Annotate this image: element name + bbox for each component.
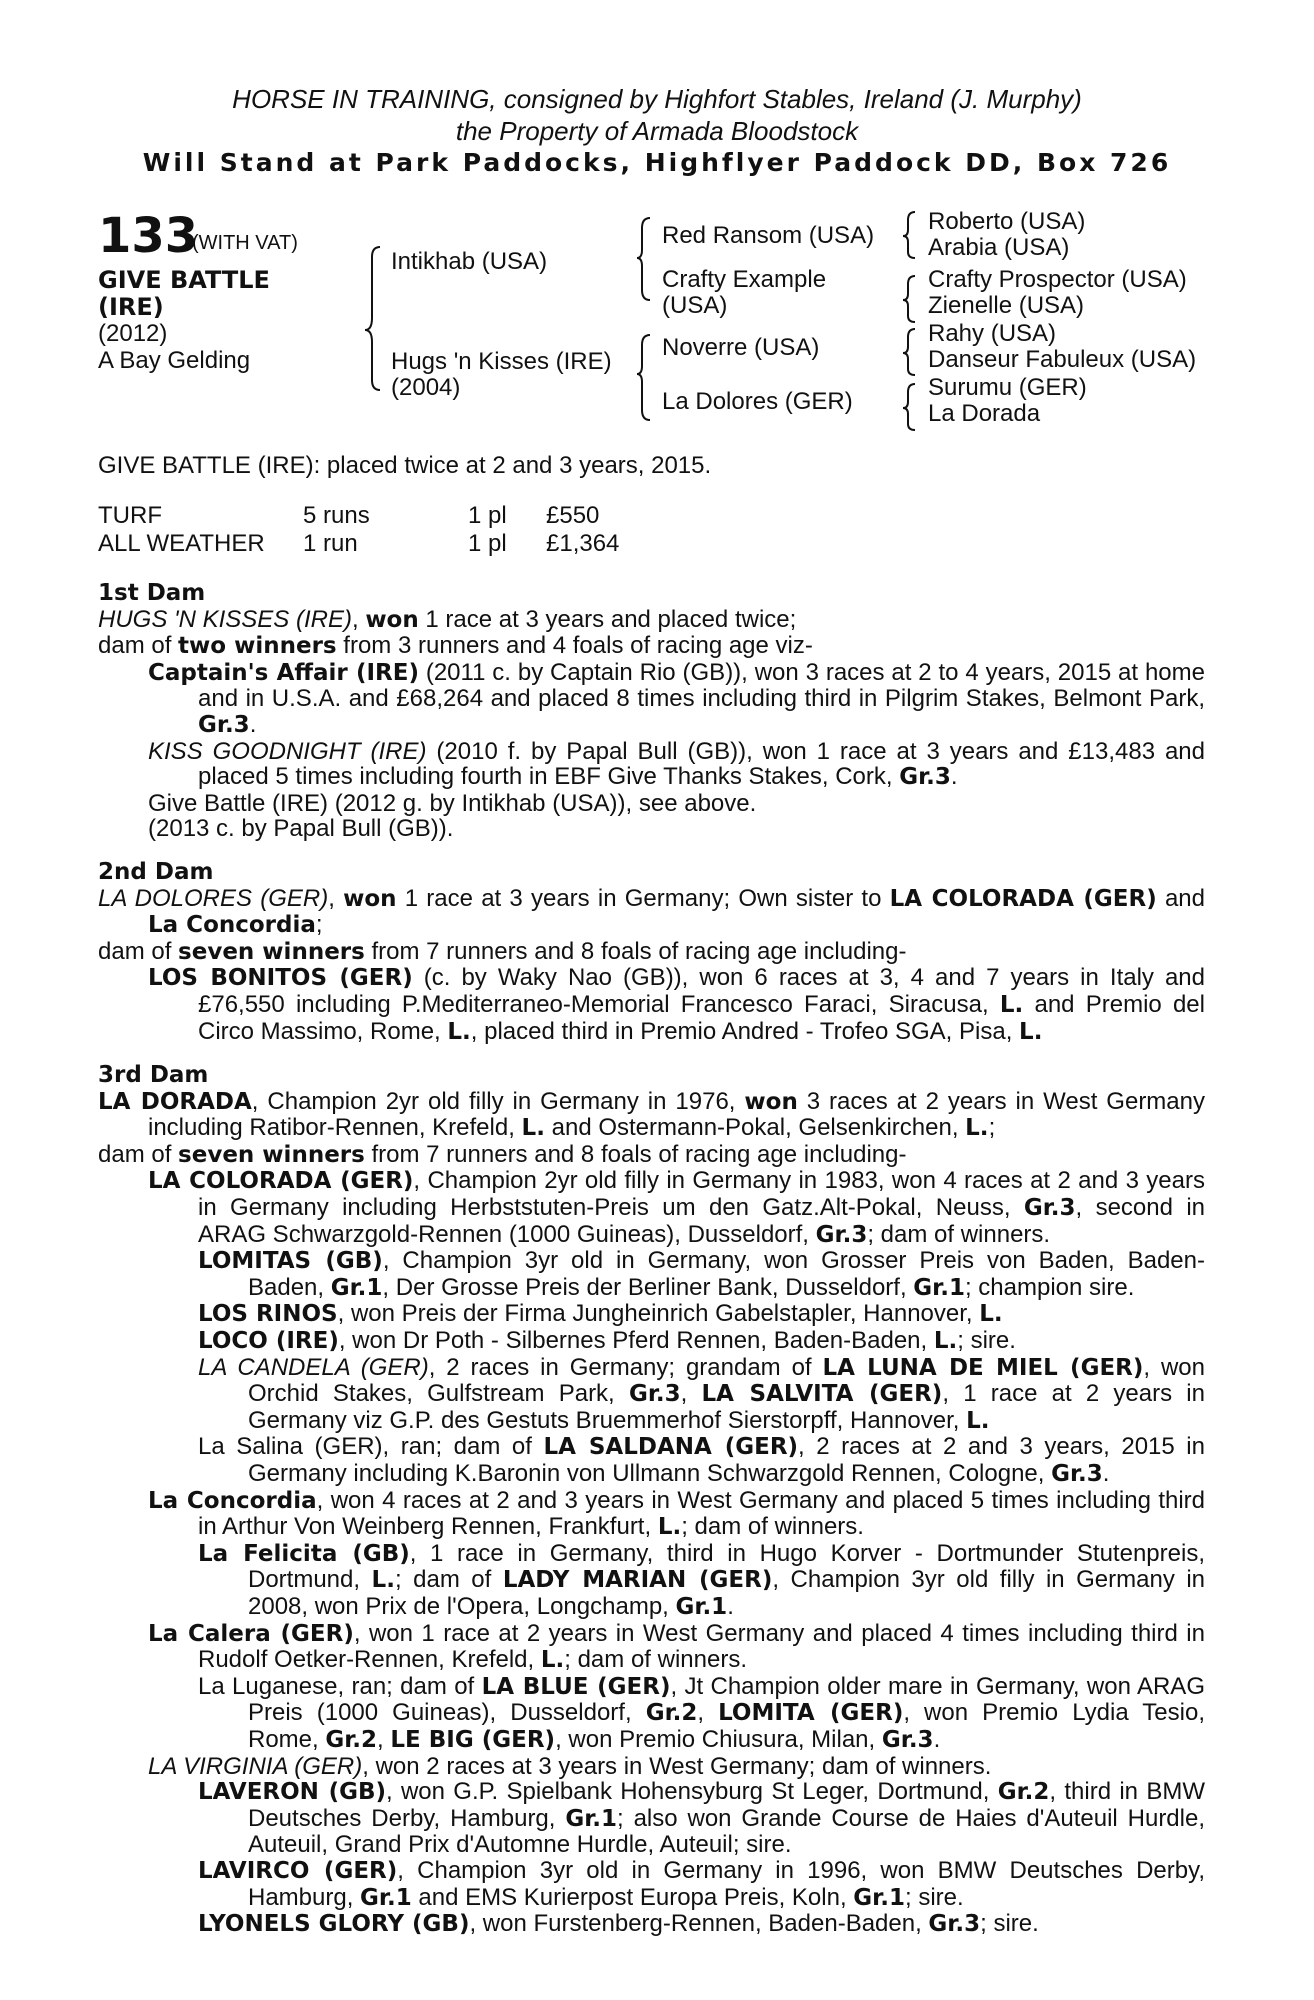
second-dam-heading: 2nd Dam (98, 858, 214, 885)
pedigree-braces (0, 0, 1314, 460)
produce-entry: LYONELS GLORY (GB), won Furstenberg-Rennen, Baden-Baden, Gr.3; sire. (198, 1910, 1039, 1938)
produce-entry: LAVERON (GB), won G.P. Spielbank Hohensyburg St Leger, Dortmund, Gr.2, third in BMW Deutsches Derby, Hamburg, Gr.1; also won Grande Course de Haies d'Auteuil Hurdle, Auteuil, Grand Prix d'Automne Hurdle, Auteuil; sire. (198, 1778, 1205, 1859)
sire-dam-country: (USA) (662, 292, 728, 319)
foaling-year: (2012) (98, 320, 168, 347)
third-dam-line: LA DORADA, Champion 2yr old filly in Germany in 1976, won 3 races at 2 years in West Germany including Ratibor-Rennen, Krefeld, L. and Ostermann-Pokal, Gelsenkirchen, L.; (98, 1087, 1205, 1142)
surface-cell: TURF (98, 502, 162, 529)
gen3-dss: Rahy (USA) (928, 320, 1057, 347)
first-dam-produce-line: dam of two winners from 3 runners and 4 foals of racing age viz- (98, 632, 813, 660)
produce-entry: La Felicita (GB), 1 race in Germany, third in Hugo Korver - Dortmunder Stutenpreis, Dortmund, L.; dam of LADY MARIAN (GER), Champion 3yr old filly in Germany in 2008, won Prix de l'Opera, Longchamp, Gr.1. (198, 1539, 1206, 1620)
first-dam-heading: 1st Dam (98, 580, 206, 606)
lot-number: 133 (98, 208, 199, 264)
produce-record (98, 581, 1205, 1938)
produce-entry: La Concordia, won 4 races at 2 and 3 years in West Germany and placed 5 times including third in Arthur Von Weinberg Rennen, Frankfurt, L.; dam of winners. (148, 1486, 1206, 1541)
dam-sire: Noverre (USA) (662, 334, 820, 361)
gen3-sds: Crafty Prospector (USA) (928, 266, 1187, 293)
second-dam-produce-line: dam of seven winners from 7 runners and 8 foals of racing age including- (98, 937, 907, 965)
race-summary: GIVE BATTLE (IRE): placed twice at 2 and 3 years, 2015. (98, 452, 712, 479)
horse-description: A Bay Gelding (98, 347, 251, 374)
sire: Intikhab (USA) (391, 248, 548, 275)
runs-cell: 5 runs (303, 502, 370, 529)
gen3-dsd: Danseur Fabuleux (USA) (928, 346, 1197, 373)
produce-entry: La Calera (GER), won 1 race at 2 years in West Germany and placed 4 times including third in Rudolf Oetker-Rennen, Krefeld, L.; dam of winners. (148, 1619, 1205, 1674)
produce-entry: LOMITAS (GB), Champion 3yr old in Germany, won Grosser Preis von Baden, Baden-Baden, Gr.1, Der Grosse Preis der Berliner Bank, Dusseldorf, Gr.1; champion sire. (198, 1247, 1205, 1301)
horse-name: GIVE BATTLE (98, 266, 270, 294)
dam-dam: La Dolores (GER) (662, 388, 853, 415)
third-dam-produce-line: dam of seven winners from 7 runners and 8 foals of racing age including- (98, 1140, 907, 1168)
horse-country: (IRE) (98, 293, 164, 321)
produce-entry: La Salina (GER), ran; dam of LA SALDANA (GER), 2 races at 2 and 3 years, 2015 in Germany including K.Baronin von Ullmann Schwarzgold Rennen, Cologne, Gr.3. (198, 1433, 1205, 1487)
sire-sire: Red Ransom (USA) (662, 222, 875, 249)
sire-dam: Crafty Example (662, 266, 827, 293)
gen3-ddd: La Dorada (928, 400, 1041, 427)
produce-entry: KISS GOODNIGHT (IRE) (2010 f. by Papal Bull (GB)), won 1 race at 3 years and £13,483 and placed 5 times including fourth in EBF Give Thanks Stakes, Cork, Gr.3. (148, 737, 1205, 791)
gen3-sss: Roberto (USA) (928, 208, 1086, 235)
consignor-line: HORSE IN TRAINING, consigned by Highfort Stables, Ireland (J. Murphy) (232, 84, 1082, 114)
produce-entry: LAVIRCO (GER), Champion 3yr old in Germany in 1996, won BMW Deutsches Derby, Hamburg, Gr.1 and EMS Kurierpost Europa Preis, Koln, Gr.1; sire. (198, 1856, 1205, 1911)
produce-entry: Captain's Affair (IRE) (2011 c. by Captain Rio (GB)), won 3 races at 2 to 4 years, 2015 at home and in U.S.A. and £68,264 and placed 8 times including third in Pilgrim Stakes, Belmont Park, Gr.3. (148, 658, 1205, 738)
first-dam-line: HUGS 'N KISSES (IRE), won 1 race at 3 years and placed twice; (98, 605, 797, 633)
owner-line: the Property of Armada Bloodstock (455, 116, 859, 146)
runs-cell: 1 run (303, 530, 358, 557)
gen3-ssd: Arabia (USA) (928, 234, 1070, 261)
table-row (98, 530, 619, 558)
produce-entry: LA CANDELA (GER), 2 races in Germany; grandam of LA LUNA DE MIEL (GER), won Orchid Stakes, Gulfstream Park, Gr.3, LA SALVITA (GER), 1 race at 2 years in Germany viz G.P. des Gestuts Bruemmerhof Sierstorpff, Hannover, L. (198, 1353, 1205, 1434)
produce-entry: LOS RINOS, won Preis der Firma Jungheinrich Gabelstapler, Hannover, L. (198, 1300, 1003, 1328)
produce-entry: LOS BONITOS (GER) (c. by Waky Nao (GB)), won 6 races at 3, 4 and 7 years in Italy and £76,550 including P.Mediterraneo-Memorial Francesco Faraci, Siracusa, L. and Premio del Circo Massimo, Rome, L., placed third in Premio Andred - Trofeo SGA, Pisa, L. (148, 964, 1205, 1045)
third-dam-heading: 3rd Dam (98, 1062, 209, 1089)
dam-year: (2004) (391, 374, 461, 401)
gen3-sdd: Zienelle (USA) (928, 292, 1085, 319)
produce-entry: Give Battle (IRE) (2012 g. by Intikhab (USA)), see above. (148, 789, 757, 817)
placed-cell: 1 pl (468, 502, 507, 529)
vat-note: (WITH VAT) (192, 232, 298, 254)
produce-entry: LOCO (IRE), won Dr Poth - Silbernes Pferd Rennen, Baden-Baden, L.; sire. (198, 1327, 1016, 1355)
earnings-cell: £550 (546, 502, 600, 529)
stabling-line: Will Stand at Park Paddocks, Highflyer Paddock DD, Box 726 (142, 148, 1172, 177)
race-record-table (98, 502, 619, 558)
dam: Hugs 'n Kisses (IRE) (391, 348, 612, 375)
produce-entry: (2013 c. by Papal Bull (GB)). (148, 815, 454, 843)
earnings-cell: £1,364 (546, 530, 620, 557)
second-dam-line: LA DOLORES (GER), won 1 race at 3 years in Germany; Own sister to LA COLORADA (GER) and La Concordia; (98, 884, 1205, 939)
placed-cell: 1 pl (468, 530, 507, 557)
produce-entry: LA VIRGINIA (GER), won 2 races at 3 years in West Germany; dam of winners. (148, 1752, 992, 1780)
surface-cell: ALL WEATHER (98, 530, 265, 557)
produce-entry: La Luganese, ran; dam of LA BLUE (GER), Jt Champion older mare in Germany, won ARAG Preis (1000 Guineas), Dusseldorf, Gr.2, LOMITA (GER), won Premio Lydia Tesio, Rome, Gr.2, LE BIG (GER), won Premio Chiusura, Milan, Gr.3. (198, 1672, 1205, 1753)
table-row (98, 502, 619, 530)
produce-entry: LA COLORADA (GER), Champion 2yr old filly in Germany in 1983, won 4 races at 2 and 3 years in Germany including Herbststuten-Preis um den Gatz.Alt-Pokal, Neuss, Gr.3, second in ARAG Schwarzgold-Rennen (1000 Guineas), Dusseldorf, Gr.3; dam of winners. (148, 1167, 1206, 1248)
gen3-dds: Surumu (GER) (928, 374, 1087, 401)
